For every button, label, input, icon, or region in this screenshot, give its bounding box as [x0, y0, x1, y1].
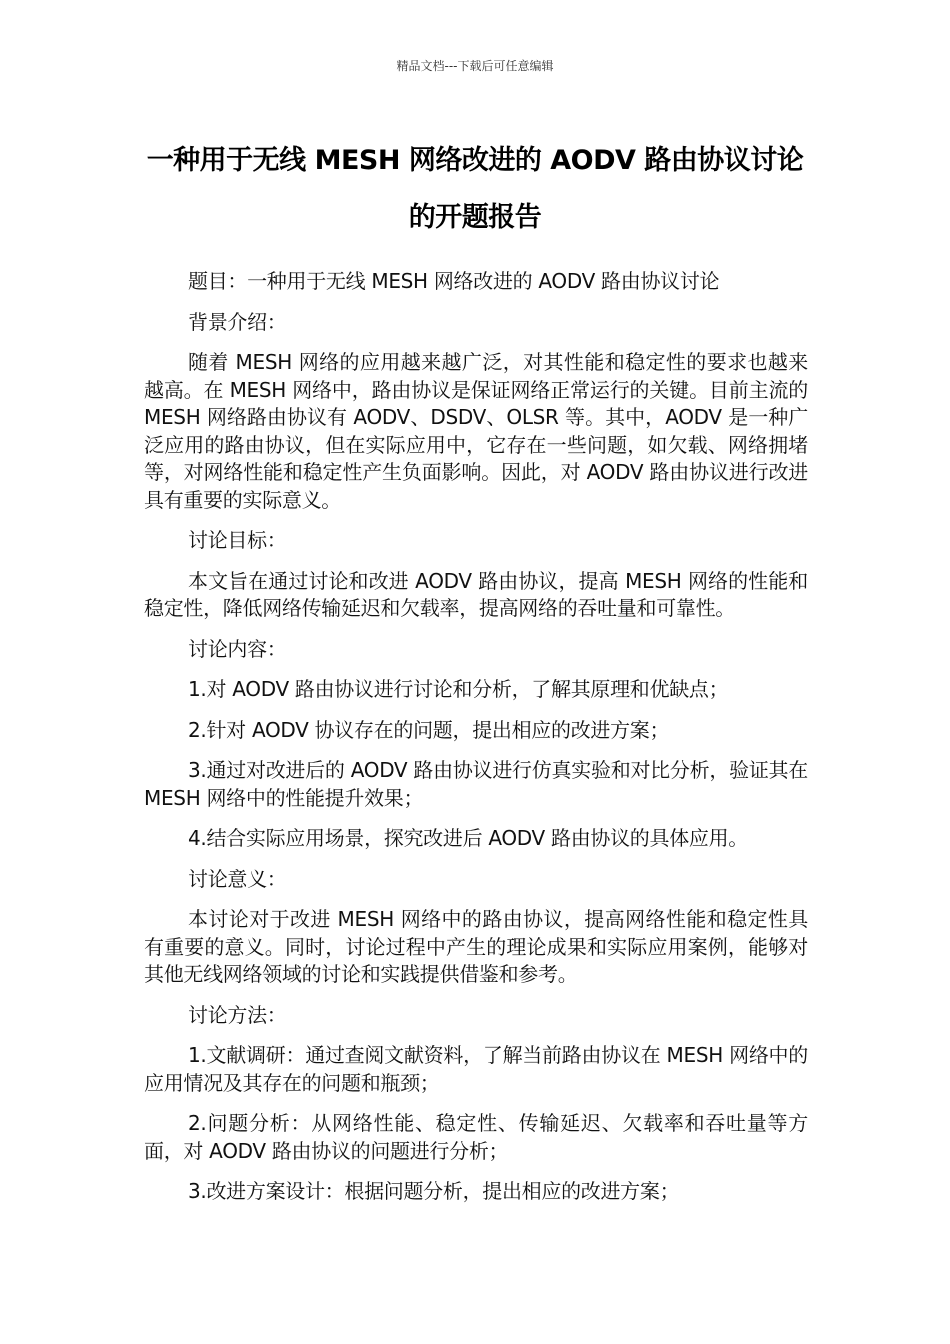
content-item-1: 1.对 AODV 路由协议进行讨论和分析，了解其原理和优缺点；: [188, 677, 729, 701]
document-body: [144, 268, 808, 1219]
content-item-3: 3.通过对改进后的 AODV 路由协议进行仿真实验和对比分析，验证其在 MESH 网络中的性能提升效果；: [144, 758, 808, 810]
heading-methods: 讨论方法：: [188, 1002, 287, 1027]
content-item-4: 4.结合实际应用场景，探究改进后 AODV 路由协议的具体应用。: [188, 826, 748, 850]
method-item-1: 1.文献调研：通过查阅文献资料，了解当前路由协议在 MESH 网络中的应用情况及其存在的问题和瓶颈；: [144, 1043, 808, 1095]
method-item-3: 3.改进方案设计：根据问题分析，提出相应的改进方案；: [188, 1179, 680, 1203]
document-title: 一种用于无线 MESH 网络改进的 AODV 路由协议讨论的开题报告: [146, 145, 804, 233]
method-item-2: 2.问题分析：从网络性能、稳定性、传输延迟、欠载率和吞吐量等方面，对 AODV 路由协议的问题进行分析；: [144, 1111, 808, 1163]
heading-background: 背景介绍：: [188, 309, 287, 334]
heading-content: 讨论内容：: [188, 636, 287, 661]
heading-significance: 讨论意义：: [188, 866, 287, 891]
content-item-2: 2.针对 AODV 协议存在的问题，提出相应的改进方案；: [188, 717, 670, 742]
page-header: 精品文档---下载后可任意编辑: [396, 59, 554, 73]
paragraph-significance: 本讨论对于改进 MESH 网络中的路由协议，提高网络性能和稳定性具有重要的意义。同时，讨论过程中产生的理论成果和实际应用案例，能够对其他无线网络领域的讨论和实践提供借鉴和参考。: [144, 907, 808, 986]
paragraph-background: 随着 MESH 网络的应用越来越广泛，对其性能和稳定性的要求也越来越高。在 MESH 网络中，路由协议是保证网络正常运行的关键。目前主流的 MESH 网络路由协议有 AODV、DSDV、OLSR 等。其中，AODV 是一种广泛应用的路由协议，但在实际应用中，它存在一些问题，如欠载、网络拥堵等，对网络性能和稳定性产生负面影响。因此，对 AODV 路由协议进行改进具有重要的实际意义。: [144, 350, 808, 512]
heading-objectives: 讨论目标：: [188, 528, 287, 552]
paragraph-topic: 题目：一种用于无线 MESH 网络改进的 AODV 路由协议讨论: [188, 269, 720, 293]
paragraph-objectives: 本文旨在通过讨论和改进 AODV 路由协议，提高 MESH 网络的性能和稳定性，降低网络传输延迟和欠载率，提高网络的吞吐量和可靠性。: [144, 568, 808, 620]
